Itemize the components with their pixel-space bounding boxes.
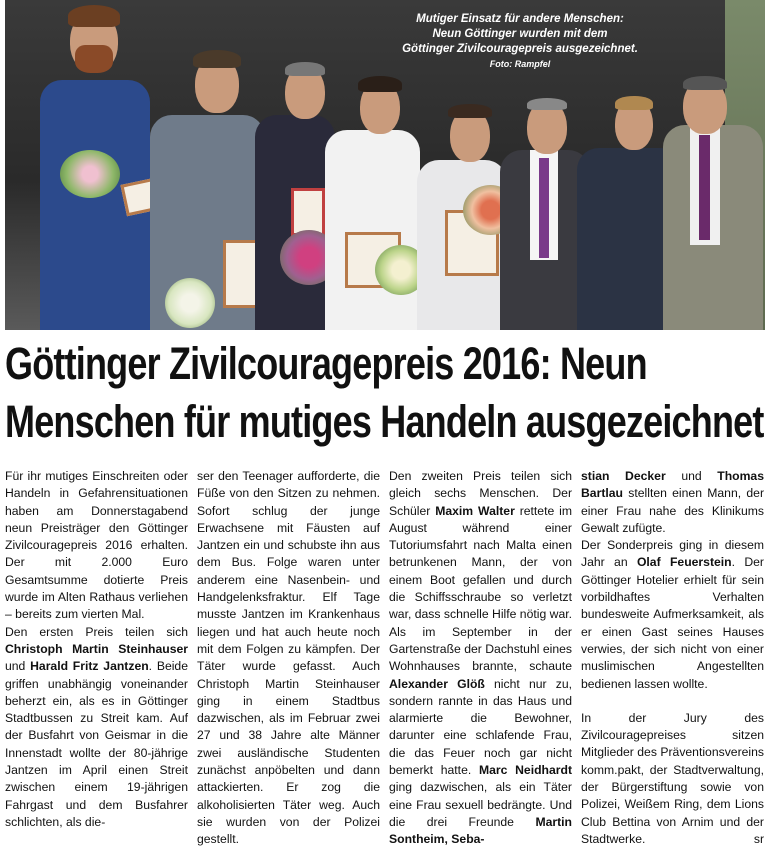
headline-line-2: Menschen für mutiges Handeln ausgezeichnet [5,396,764,447]
name-highlight: Thomas Bartlau [581,469,764,501]
name-highlight: Marc Neidhardt [478,763,572,778]
name-highlight: Olaf Feuerstein [636,555,732,570]
article-body [5,468,765,847]
paragraph: Der Sonderpreis ging in diesem Jahr an Olaf Feuerstein. Der Göttinger Hotelier erhielt für sein vorbildhaftes Verhalten bundesweite Aufmerksamkeit, als er einen Gast seines Hauses verwies, der sich nicht von einer muslimischen Angestellten bedienen lassen wollte. [581,538,764,691]
name-highlight: Alexander Glöß [389,676,485,691]
name-highlight: Harald Fritz Jantzen [30,659,149,674]
paragraph: In der Jury des Zivilcouragepreises sitzen Mitglieder des Präventionsvereins komm.pakt, der Stadtverwaltung, der Bürgerstiftung sowie von Polizei, Weißem Ring, dem Lions Club Bettina von Arnim und der Stadtwerke. sr [581,710,764,848]
column-3 [389,468,572,849]
caption-line-2: Neun Göttinger wurden mit dem [432,28,608,40]
paragraph: Für ihr mutiges Einschreiten oder Handeln in Gefahrensituationen haben am Donnerstagabend neun Preisträger den Göttinger Zivilcouragepreis 2016 erhalten. Der mit 2.000 Euro Gesamtsumme dotierte Preis wurde im Alten Rathaus verliehen – bereits zum vierten Mal. [5,469,188,622]
photo-caption [395,12,645,72]
name-highlight: Christoph Martin Steinhauser [5,641,188,656]
column-2 [197,468,380,849]
headline [5,335,765,451]
caption-line-1: Mutiger Einsatz für andere Menschen: [416,13,624,25]
column-1 [5,468,188,831]
name-highlight: Maxim Walter [435,503,515,518]
name-highlight: Martin Sontheim, Seba- [389,814,572,847]
name-highlight: stian Decker [581,469,666,483]
photo-credit: Foto: Rampfel [489,59,551,69]
headline-line-1: Göttinger Zivilcouragepreis 2016: Neun [5,338,647,389]
author-signature: sr [753,831,764,846]
group-photo [5,0,765,330]
paragraph: stian Decker und Thomas Bartlau stellten einen Mann, der einer Frau nahe des Klinikums Gewalt zufügte. [581,469,764,535]
paragraph: Den ersten Preis teilen sich Christoph Martin Steinhauser und Harald Fritz Jantzen. Beide griffen unabhängig voneinander beherzt ein, als es in Göttinger Stadtbussen zu Streit kam. Auf der Busfahrt von Geismar in die Innenstadt wollte der 80-jährige Jantzen im April einen Streit zwischen einem 19-jährigen Fahrgast und dem Busfahrer schlichten, als die- [5,624,188,829]
column-4 [581,468,764,848]
paragraph: Den zweiten Preis teilen sich gleich sechs Menschen. Der Schüler Maxim Walter rettete im August während einer Tutoriumsfahrt nach Malta einen betrunkenen Mann, der von einem Boot gefallen und durch die Schiffsschraube so verletzt war, dass schnelle Hilfe nötig war. Als im September in der Gartenstraße der Dachstuhl eines Wohnhauses brannte, schaute Alexander Glöß nicht nur zu, sondern rannte in das Haus und alarmierte die Bewohner, darunter eine schlafende Frau, die das Feuer noch gar nicht bemerkt hatte. Marc Neidhardt ging dazwischen, als ein Täter eine Frau sexuell bedrängte. Und die drei Freunde Martin Sontheim, Seba- [389,469,572,847]
caption-line-3: Göttinger Zivilcouragepreis ausgezeichnet. [402,43,638,55]
paragraph: ser den Teenager aufforderte, die Füße von den Sitzen zu nehmen. Sofort schlug der junge Erwachsene mit Fäusten auf Jantzen ein und schubste ihn aus dem Bus. Folge waren unter anderem eine Nasenbein- und Handgelenksfraktur. Elf Tage musste Jantzen im Krankenhaus liegen und hat auch heute noch mit dem Folgen zu kämpfen. Der Täter wurde gefasst. Auch Christoph Martin Steinhauser ging in einem Stadtbus dazwischen, als im Februar zwei 27 und 38 Jahre alte Männer zwei ausländische Studenten zunächst anpöbelten und dann attackierten. Er zog die alkoholisierten Täter weg. Auch sie wurden von der Polizei gestellt. [197,469,380,847]
